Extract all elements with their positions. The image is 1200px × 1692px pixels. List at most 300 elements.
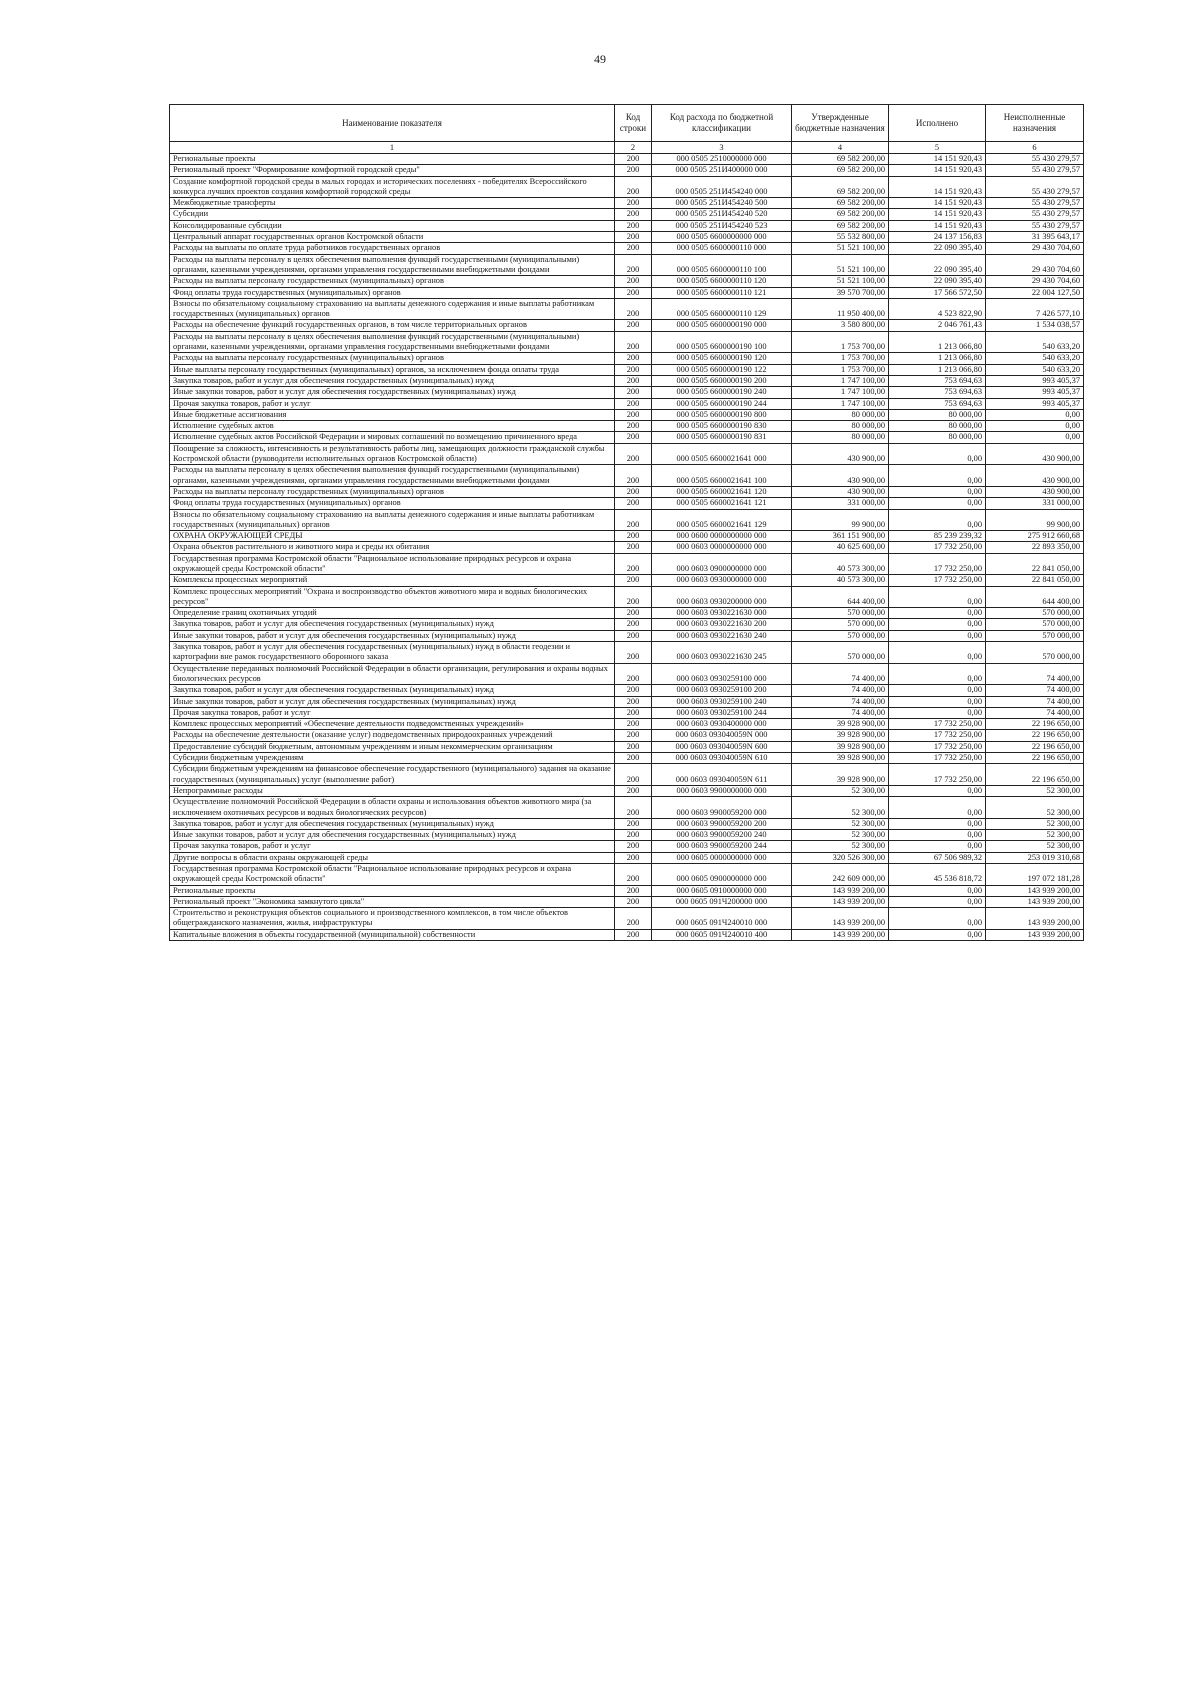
row-line-code: 200	[615, 287, 652, 298]
row-budget-code: 000 0505 6600000110 100	[652, 254, 792, 276]
row-line-code: 200	[615, 642, 652, 664]
table-row	[170, 797, 1084, 819]
table-row	[170, 465, 1084, 487]
row-line-code: 200	[615, 220, 652, 231]
row-line-code: 200	[615, 542, 652, 553]
row-budget-code: 000 0603 9900059200 000	[652, 797, 792, 819]
row-executed-amount: 80 000,00	[889, 409, 986, 420]
row-unexecuted-amount: 143 939 200,00	[986, 885, 1084, 896]
row-unexecuted-amount: 55 430 279,57	[986, 154, 1084, 165]
row-name: Исполнение судебных актов	[170, 421, 615, 432]
row-approved-amount: 570 000,00	[792, 642, 889, 664]
column-number: 3	[652, 142, 792, 154]
header-budget-code: Код расхода по бюджетной классификации	[652, 105, 792, 142]
row-budget-code: 000 0603 0930200000 000	[652, 586, 792, 608]
row-line-code: 200	[615, 553, 652, 575]
row-executed-amount: 0,00	[889, 818, 986, 829]
row-unexecuted-amount: 99 900,00	[986, 509, 1084, 531]
row-budget-code: 000 0603 0930400000 000	[652, 719, 792, 730]
row-approved-amount: 430 900,00	[792, 465, 889, 487]
column-number: 1	[170, 142, 615, 154]
table-row	[170, 852, 1084, 863]
row-line-code: 200	[615, 443, 652, 465]
row-name: Фонд оплаты труда государственных (муниципальных) органов	[170, 287, 615, 298]
row-unexecuted-amount: 570 000,00	[986, 619, 1084, 630]
table-row	[170, 154, 1084, 165]
row-line-code: 200	[615, 797, 652, 819]
table-row	[170, 608, 1084, 619]
row-budget-code: 000 0505 251И454240 523	[652, 220, 792, 231]
row-line-code: 200	[615, 243, 652, 254]
row-budget-code: 000 0505 6600000110 120	[652, 276, 792, 287]
row-budget-code: 000 0505 6600000190 200	[652, 375, 792, 386]
table-row	[170, 619, 1084, 630]
row-name: Осуществление полномочий Российской Федерации в области охраны и использования объектов животного мира (за исключением охотничьих ресурсов и водных биологических ресурсов)	[170, 797, 615, 819]
row-budget-code: 000 0603 9900000000 000	[652, 785, 792, 796]
table-row	[170, 753, 1084, 764]
table-row	[170, 896, 1084, 907]
row-line-code: 200	[615, 785, 652, 796]
row-name: Поощрение за сложность, интенсивность и результативность работы лиц, замещающих должности гражданской службы Костромской области (руководители исполнительных органов Костромской области)	[170, 443, 615, 465]
row-unexecuted-amount: 540 633,20	[986, 353, 1084, 364]
row-unexecuted-amount: 52 300,00	[986, 830, 1084, 841]
row-name: Расходы на выплаты по оплате труда работников государственных органов	[170, 243, 615, 254]
row-unexecuted-amount: 22 196 650,00	[986, 730, 1084, 741]
table-row	[170, 398, 1084, 409]
row-approved-amount: 51 521 100,00	[792, 254, 889, 276]
table-row	[170, 387, 1084, 398]
row-budget-code: 000 0505 251И454240 000	[652, 176, 792, 198]
row-line-code: 200	[615, 630, 652, 641]
row-line-code: 200	[615, 575, 652, 586]
table-row	[170, 486, 1084, 497]
row-unexecuted-amount: 29 430 704,60	[986, 243, 1084, 254]
row-name: Закупка товаров, работ и услуг для обеспечения государственных (муниципальных) нужд	[170, 375, 615, 386]
table-column-numbers-row	[170, 142, 1084, 154]
row-approved-amount: 143 939 200,00	[792, 896, 889, 907]
row-executed-amount: 0,00	[889, 663, 986, 685]
row-line-code: 200	[615, 619, 652, 630]
row-executed-amount: 0,00	[889, 841, 986, 852]
row-executed-amount: 14 151 920,43	[889, 154, 986, 165]
table-row	[170, 287, 1084, 298]
row-name: Определение границ охотничьих угодий	[170, 608, 615, 619]
row-line-code: 200	[615, 852, 652, 863]
row-line-code: 200	[615, 409, 652, 420]
row-line-code: 200	[615, 818, 652, 829]
row-approved-amount: 40 625 600,00	[792, 542, 889, 553]
row-unexecuted-amount: 52 300,00	[986, 785, 1084, 796]
row-executed-amount: 0,00	[889, 509, 986, 531]
row-line-code: 200	[615, 498, 652, 509]
row-approved-amount: 99 900,00	[792, 509, 889, 531]
row-budget-code: 000 0505 6600000110 121	[652, 287, 792, 298]
row-line-code: 200	[615, 353, 652, 364]
row-budget-code: 000 0603 0930259100 244	[652, 707, 792, 718]
table-row	[170, 719, 1084, 730]
table-row	[170, 841, 1084, 852]
row-unexecuted-amount: 430 900,00	[986, 443, 1084, 465]
row-budget-code: 000 0505 6600000190 800	[652, 409, 792, 420]
row-budget-code: 000 0600 0000000000 000	[652, 531, 792, 542]
row-name: Консолидированные субсидии	[170, 220, 615, 231]
header-name: Наименование показателя	[170, 105, 615, 142]
row-unexecuted-amount: 1 534 038,57	[986, 320, 1084, 331]
row-unexecuted-amount: 275 912 660,68	[986, 531, 1084, 542]
row-approved-amount: 39 928 900,00	[792, 741, 889, 752]
row-line-code: 200	[615, 465, 652, 487]
table-row	[170, 642, 1084, 664]
row-line-code: 200	[615, 198, 652, 209]
row-name: Расходы на обеспечение функций государственных органов, в том числе территориальных органов	[170, 320, 615, 331]
table-row	[170, 864, 1084, 886]
row-unexecuted-amount: 430 900,00	[986, 486, 1084, 497]
row-name: Взносы по обязательному социальному страхованию на выплаты денежного содержания и иные выплаты работникам государственных (муниципальных) органов	[170, 298, 615, 320]
row-line-code: 200	[615, 154, 652, 165]
row-budget-code: 000 0605 091Ч200000 000	[652, 896, 792, 907]
row-executed-amount: 2 046 761,43	[889, 320, 986, 331]
row-approved-amount: 430 900,00	[792, 486, 889, 497]
row-line-code: 200	[615, 364, 652, 375]
row-budget-code: 000 0605 0000000000 000	[652, 852, 792, 863]
row-approved-amount: 331 000,00	[792, 498, 889, 509]
row-approved-amount: 143 939 200,00	[792, 908, 889, 930]
row-approved-amount: 52 300,00	[792, 797, 889, 819]
row-unexecuted-amount: 22 893 350,00	[986, 542, 1084, 553]
row-executed-amount: 14 151 920,43	[889, 165, 986, 176]
table-row	[170, 696, 1084, 707]
table-row	[170, 353, 1084, 364]
row-executed-amount: 80 000,00	[889, 432, 986, 443]
row-executed-amount: 17 732 250,00	[889, 542, 986, 553]
row-name: Закупка товаров, работ и услуг для обеспечения государственных (муниципальных) нужд	[170, 619, 615, 630]
table-row	[170, 542, 1084, 553]
row-unexecuted-amount: 540 633,20	[986, 364, 1084, 375]
row-approved-amount: 69 582 200,00	[792, 198, 889, 209]
row-executed-amount: 0,00	[889, 830, 986, 841]
row-unexecuted-amount: 0,00	[986, 432, 1084, 443]
row-unexecuted-amount: 570 000,00	[986, 630, 1084, 641]
row-executed-amount: 753 694,63	[889, 398, 986, 409]
row-unexecuted-amount: 143 939 200,00	[986, 896, 1084, 907]
table-row	[170, 531, 1084, 542]
table-row	[170, 198, 1084, 209]
table-row	[170, 707, 1084, 718]
row-executed-amount: 22 090 395,40	[889, 276, 986, 287]
row-budget-code: 000 0605 0900000000 000	[652, 864, 792, 886]
row-executed-amount: 0,00	[889, 630, 986, 641]
row-name: Фонд оплаты труда государственных (муниципальных) органов	[170, 498, 615, 509]
row-executed-amount: 0,00	[889, 642, 986, 664]
row-line-code: 200	[615, 398, 652, 409]
row-approved-amount: 51 521 100,00	[792, 276, 889, 287]
row-unexecuted-amount: 52 300,00	[986, 818, 1084, 829]
table-row	[170, 818, 1084, 829]
row-approved-amount: 52 300,00	[792, 818, 889, 829]
row-line-code: 200	[615, 165, 652, 176]
table-row	[170, 364, 1084, 375]
row-unexecuted-amount: 0,00	[986, 409, 1084, 420]
table-row	[170, 421, 1084, 432]
row-executed-amount: 17 732 250,00	[889, 553, 986, 575]
row-unexecuted-amount: 52 300,00	[986, 841, 1084, 852]
table-row	[170, 375, 1084, 386]
row-name: Расходы на выплаты персоналу государственных (муниципальных) органов	[170, 486, 615, 497]
row-unexecuted-amount: 31 395 643,17	[986, 232, 1084, 243]
row-executed-amount: 0,00	[889, 797, 986, 819]
table-row	[170, 785, 1084, 796]
row-approved-amount: 52 300,00	[792, 830, 889, 841]
row-line-code: 200	[615, 696, 652, 707]
table-row	[170, 443, 1084, 465]
row-name: Предоставление субсидий бюджетным, автономным учреждениям и иным некоммерческим организациям	[170, 741, 615, 752]
row-name: Прочая закупка товаров, работ и услуг	[170, 398, 615, 409]
row-approved-amount: 1 753 700,00	[792, 331, 889, 353]
row-budget-code: 000 0603 9900059200 200	[652, 818, 792, 829]
row-line-code: 200	[615, 896, 652, 907]
table-row	[170, 320, 1084, 331]
row-unexecuted-amount: 993 405,37	[986, 387, 1084, 398]
row-executed-amount: 0,00	[889, 465, 986, 487]
row-unexecuted-amount: 74 400,00	[986, 663, 1084, 685]
row-budget-code: 000 0505 6600000190 120	[652, 353, 792, 364]
row-approved-amount: 320 526 300,00	[792, 852, 889, 863]
row-unexecuted-amount: 22 841 050,00	[986, 575, 1084, 586]
row-budget-code: 000 0603 9900059200 244	[652, 841, 792, 852]
column-number: 5	[889, 142, 986, 154]
row-approved-amount: 69 582 200,00	[792, 154, 889, 165]
row-approved-amount: 11 950 400,00	[792, 298, 889, 320]
row-name: Строительство и реконструкция объектов социального и производственного комплексов, в том числе объектов общегражданского назначения, жилья, инфраструктуры	[170, 908, 615, 930]
row-name: Иные бюджетные ассигнования	[170, 409, 615, 420]
table-row	[170, 908, 1084, 930]
row-unexecuted-amount: 55 430 279,57	[986, 198, 1084, 209]
row-approved-amount: 52 300,00	[792, 841, 889, 852]
table-row	[170, 432, 1084, 443]
row-executed-amount: 17 732 250,00	[889, 764, 986, 786]
row-name: Государственная программа Костромской области "Рациональное использование природных ресурсов и охрана окружающей среды Костромской области"	[170, 553, 615, 575]
row-unexecuted-amount: 22 196 650,00	[986, 719, 1084, 730]
row-name: Иные закупки товаров, работ и услуг для обеспечения государственных (муниципальных) нужд	[170, 696, 615, 707]
row-approved-amount: 55 532 800,00	[792, 232, 889, 243]
row-executed-amount: 4 523 822,90	[889, 298, 986, 320]
row-line-code: 200	[615, 486, 652, 497]
table-row	[170, 220, 1084, 231]
row-name: Комплекс процессных мероприятий "Охрана и воспроизводство объектов животного мира и водных биологических ресурсов"	[170, 586, 615, 608]
row-unexecuted-amount: 143 939 200,00	[986, 929, 1084, 940]
row-executed-amount: 1 213 066,80	[889, 331, 986, 353]
row-unexecuted-amount: 52 300,00	[986, 797, 1084, 819]
row-approved-amount: 1 753 700,00	[792, 353, 889, 364]
row-budget-code: 000 0505 2510000000 000	[652, 154, 792, 165]
row-budget-code: 000 0505 6600021641 121	[652, 498, 792, 509]
row-unexecuted-amount: 29 430 704,60	[986, 254, 1084, 276]
row-line-code: 200	[615, 864, 652, 886]
row-line-code: 200	[615, 586, 652, 608]
row-budget-code: 000 0505 6600000110 129	[652, 298, 792, 320]
row-name: Охрана объектов растительного и животного мира и среды их обитания	[170, 542, 615, 553]
row-name: Капитальные вложения в объекты государственной (муниципальной) собственности	[170, 929, 615, 940]
row-unexecuted-amount: 197 072 181,28	[986, 864, 1084, 886]
row-unexecuted-amount: 7 426 577,10	[986, 298, 1084, 320]
row-budget-code: 000 0603 0930259100 000	[652, 663, 792, 685]
row-budget-code: 000 0505 6600000190 831	[652, 432, 792, 443]
row-unexecuted-amount: 143 939 200,00	[986, 908, 1084, 930]
row-name: Создание комфортной городской среды в малых городах и исторических поселениях - победителях Всероссийского конкурса лучших проектов создания комфортной городской среды	[170, 176, 615, 198]
row-name: Межбюджетные трансферты	[170, 198, 615, 209]
row-name: Расходы на выплаты персоналу государственных (муниципальных) органов	[170, 353, 615, 364]
budget-execution-table	[169, 104, 1084, 941]
row-approved-amount: 570 000,00	[792, 608, 889, 619]
table-body	[170, 154, 1084, 941]
column-number: 2	[615, 142, 652, 154]
row-approved-amount: 69 582 200,00	[792, 209, 889, 220]
row-unexecuted-amount: 55 430 279,57	[986, 220, 1084, 231]
row-line-code: 200	[615, 741, 652, 752]
row-line-code: 200	[615, 232, 652, 243]
row-budget-code: 000 0505 6600000190 122	[652, 364, 792, 375]
row-line-code: 200	[615, 421, 652, 432]
row-line-code: 200	[615, 685, 652, 696]
header-unexecuted: Неисполненные назначения	[986, 105, 1084, 142]
row-budget-code: 000 0505 6600021641 100	[652, 465, 792, 487]
row-executed-amount: 0,00	[889, 896, 986, 907]
row-approved-amount: 80 000,00	[792, 432, 889, 443]
table-row	[170, 741, 1084, 752]
row-unexecuted-amount: 22 841 050,00	[986, 553, 1084, 575]
row-name: Другие вопросы в области охраны окружающей среды	[170, 852, 615, 863]
row-approved-amount: 69 582 200,00	[792, 220, 889, 231]
row-unexecuted-amount: 22 196 650,00	[986, 753, 1084, 764]
row-approved-amount: 570 000,00	[792, 619, 889, 630]
row-budget-code: 000 0603 0000000000 000	[652, 542, 792, 553]
row-unexecuted-amount: 331 000,00	[986, 498, 1084, 509]
row-executed-amount: 0,00	[889, 486, 986, 497]
row-approved-amount: 143 939 200,00	[792, 885, 889, 896]
row-budget-code: 000 0603 0930221630 240	[652, 630, 792, 641]
row-approved-amount: 39 928 900,00	[792, 719, 889, 730]
row-name: Прочая закупка товаров, работ и услуг	[170, 707, 615, 718]
row-name: Закупка товаров, работ и услуг для обеспечения государственных (муниципальных) нужд	[170, 818, 615, 829]
row-budget-code: 000 0603 0930221630 000	[652, 608, 792, 619]
row-unexecuted-amount: 644 400,00	[986, 586, 1084, 608]
table-row	[170, 298, 1084, 320]
header-approved: Утвержденные бюджетные назначения	[792, 105, 889, 142]
row-name: ОХРАНА ОКРУЖАЮЩЕЙ СРЕДЫ	[170, 531, 615, 542]
row-executed-amount: 0,00	[889, 707, 986, 718]
row-executed-amount: 85 239 239,32	[889, 531, 986, 542]
row-unexecuted-amount: 0,00	[986, 421, 1084, 432]
row-approved-amount: 74 400,00	[792, 685, 889, 696]
row-name: Расходы на выплаты персоналу государственных (муниципальных) органов	[170, 276, 615, 287]
row-unexecuted-amount: 540 633,20	[986, 331, 1084, 353]
table-row	[170, 575, 1084, 586]
row-budget-code: 000 0603 093040059N 600	[652, 741, 792, 752]
row-unexecuted-amount: 993 405,37	[986, 375, 1084, 386]
row-line-code: 200	[615, 719, 652, 730]
row-line-code: 200	[615, 276, 652, 287]
row-executed-amount: 14 151 920,43	[889, 176, 986, 198]
table-row	[170, 498, 1084, 509]
row-unexecuted-amount: 253 019 310,68	[986, 852, 1084, 863]
row-approved-amount: 570 000,00	[792, 630, 889, 641]
row-executed-amount: 753 694,63	[889, 387, 986, 398]
row-unexecuted-amount: 29 430 704,60	[986, 276, 1084, 287]
row-approved-amount: 80 000,00	[792, 409, 889, 420]
row-line-code: 200	[615, 298, 652, 320]
row-name: Государственная программа Костромской области "Рациональное использование природных ресурсов и охрана окружающей среды Костромской области"	[170, 864, 615, 886]
row-line-code: 200	[615, 375, 652, 386]
row-budget-code: 000 0505 6600000190 000	[652, 320, 792, 331]
row-budget-code: 000 0603 0900000000 000	[652, 553, 792, 575]
row-executed-amount: 14 151 920,43	[889, 209, 986, 220]
row-name: Комплексы процессных мероприятий	[170, 575, 615, 586]
row-approved-amount: 3 580 800,00	[792, 320, 889, 331]
row-budget-code: 000 0603 0930259100 240	[652, 696, 792, 707]
row-executed-amount: 0,00	[889, 498, 986, 509]
row-line-code: 200	[615, 209, 652, 220]
row-approved-amount: 51 521 100,00	[792, 243, 889, 254]
table-row	[170, 586, 1084, 608]
table-row	[170, 176, 1084, 198]
column-number: 4	[792, 142, 889, 154]
row-executed-amount: 0,00	[889, 885, 986, 896]
row-approved-amount: 242 609 000,00	[792, 864, 889, 886]
row-unexecuted-amount: 993 405,37	[986, 398, 1084, 409]
row-approved-amount: 1 747 100,00	[792, 387, 889, 398]
row-executed-amount: 22 090 395,40	[889, 254, 986, 276]
row-unexecuted-amount: 74 400,00	[986, 685, 1084, 696]
row-line-code: 200	[615, 663, 652, 685]
row-executed-amount: 45 536 818,72	[889, 864, 986, 886]
row-unexecuted-amount: 74 400,00	[986, 707, 1084, 718]
table-row	[170, 730, 1084, 741]
row-approved-amount: 644 400,00	[792, 586, 889, 608]
row-unexecuted-amount: 74 400,00	[986, 696, 1084, 707]
row-name: Исполнение судебных актов Российской Федерации и мировых соглашений по возмещению причиненного вреда	[170, 432, 615, 443]
row-approved-amount: 74 400,00	[792, 707, 889, 718]
row-name: Прочая закупка товаров, работ и услуг	[170, 841, 615, 852]
row-line-code: 200	[615, 753, 652, 764]
row-line-code: 200	[615, 841, 652, 852]
row-unexecuted-amount: 55 430 279,57	[986, 165, 1084, 176]
row-approved-amount: 80 000,00	[792, 421, 889, 432]
table-row	[170, 209, 1084, 220]
row-executed-amount: 1 213 066,80	[889, 353, 986, 364]
row-name: Иные закупки товаров, работ и услуг для обеспечения государственных (муниципальных) нужд	[170, 387, 615, 398]
row-line-code: 200	[615, 830, 652, 841]
table-row	[170, 509, 1084, 531]
row-approved-amount: 52 300,00	[792, 785, 889, 796]
row-line-code: 200	[615, 254, 652, 276]
row-budget-code: 000 0605 091Ч240010 400	[652, 929, 792, 940]
row-executed-amount: 0,00	[889, 785, 986, 796]
row-name: Расходы на обеспечение деятельности (оказание услуг) подведомственных природоохранных учреждений	[170, 730, 615, 741]
row-unexecuted-amount: 55 430 279,57	[986, 176, 1084, 198]
table-row	[170, 885, 1084, 896]
row-executed-amount: 67 506 989,32	[889, 852, 986, 863]
row-executed-amount: 17 732 250,00	[889, 741, 986, 752]
row-executed-amount: 753 694,63	[889, 375, 986, 386]
row-budget-code: 000 0505 6600000190 100	[652, 331, 792, 353]
row-name: Расходы на выплаты персоналу в целях обеспечения выполнения функций государственными (муниципальными) органами, казенными учреждениями, органами управления государственными внебюджетными фондами	[170, 254, 615, 276]
row-executed-amount: 17 732 250,00	[889, 753, 986, 764]
row-executed-amount: 1 213 066,80	[889, 364, 986, 375]
row-unexecuted-amount: 55 430 279,57	[986, 209, 1084, 220]
row-approved-amount: 74 400,00	[792, 663, 889, 685]
row-approved-amount: 40 573 300,00	[792, 575, 889, 586]
row-approved-amount: 1 753 700,00	[792, 364, 889, 375]
